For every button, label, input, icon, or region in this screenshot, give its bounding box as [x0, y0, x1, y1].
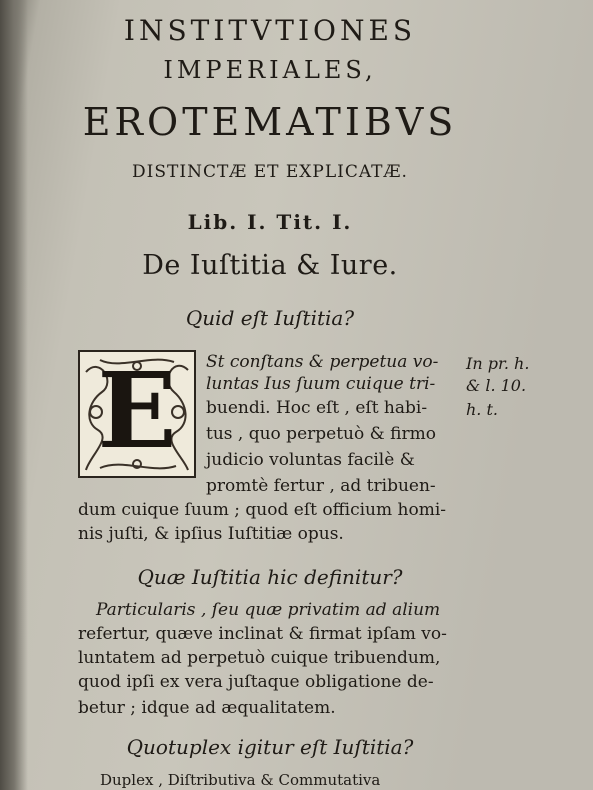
- initial-letter: E: [97, 350, 177, 472]
- paragraph1-line-8: nis juſti, & ipſius Iuſtitiæ opus.: [78, 524, 344, 544]
- paragraph2-line-1-text: Particularis , ſeu quæ privatim ad alium: [96, 600, 441, 620]
- question-1: Quid eſt Iuſtitia?: [185, 306, 355, 330]
- paragraph1-line-4: tus , quo perpetuò & firmo: [206, 424, 436, 444]
- title-line-1: INSTITVTIONES: [123, 14, 417, 47]
- title-line-3: EROTEMATIBVS: [82, 100, 458, 144]
- question-3: Quotuplex igitur eſt Iuſtitia?: [126, 735, 414, 759]
- margin-note-3: h. t.: [466, 400, 498, 419]
- paragraph1-line-3: buendi. Hoc eſt , eſt habi-: [206, 398, 428, 418]
- paragraph2-line-1: [96, 600, 440, 620]
- paragraph1-line-2: luntas Ius ſuum cuique tri-: [206, 374, 436, 394]
- chapter-heading: De Iuſtitia & Iure.: [142, 250, 398, 281]
- paragraph1-line-6: promtè fertur , ad tribuen-: [206, 476, 436, 496]
- question-2: Quæ Iuſtitia hic definitur?: [137, 565, 403, 589]
- paragraph2-line-2: refertur, quæve inclinat & firmat ipſam vo-: [78, 624, 447, 644]
- decorated-initial: [78, 350, 196, 478]
- paragraph2-line-3: luntatem ad perpetuò cuique tribuendum,: [78, 648, 441, 668]
- title-line-4: DISTINCTÆ ET EXPLICATÆ.: [132, 162, 408, 182]
- paragraph1-line-5: judicio voluntas facilè &: [206, 450, 415, 470]
- title-line-2: IMPERIALES,: [163, 56, 377, 84]
- paragraph1-line-7: dum cuique ſuum ; quod eſt officium homi-: [78, 500, 447, 520]
- paragraph3-partial-line: Duplex , Diſtributiva & Commutativa: [100, 771, 381, 789]
- paragraph2-line-4: quod ipſi ex vera juſtaque obligatione de-: [78, 672, 434, 692]
- paragraph2-line-5: betur ; idque ad æqualitatem.: [78, 698, 336, 718]
- section-label: Lib. I. Tit. I.: [187, 210, 353, 234]
- book-gutter: [0, 0, 28, 790]
- margin-note-2: & l. 10.: [466, 376, 527, 395]
- margin-note-1: In pr. h.: [466, 354, 530, 373]
- paragraph1-line-1: St conſtans & perpetua vo-: [206, 352, 439, 372]
